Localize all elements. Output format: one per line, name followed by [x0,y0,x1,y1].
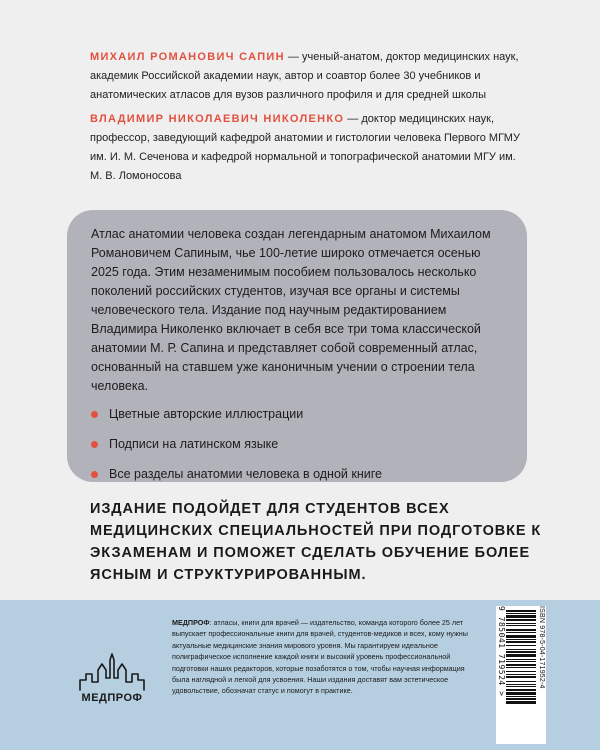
isbn: ISBN 978-5-04-171952-4 [538,606,545,689]
city-skyline-icon [72,650,152,692]
description-panel [67,210,527,482]
author-sapin [90,48,520,105]
feature-list [91,406,507,483]
feature-item: Подписи на латинском языке [91,436,507,453]
headline: ИЗДАНИЕ ПОДОЙДЕТ ДЛЯ СТУДЕНТОВ ВСЕХ МЕДИЦИНСКИХ СПЕЦИАЛЬНОСТЕЙ ПРИ ПОДГОТОВКЕ К ЭКЗАМЕНАМ И ПОМОЖЕТ СДЕЛАТЬ ОБУЧЕНИЕ БОЛЕЕ ЯСНЫМ И СТРУКТУРИРОВАННЫМ. [90,501,542,583]
author-bio: — доктор медицинских наук, профессор, заведующий кафедрой анатомии и гистологии человека Первого МГМУ им. И. М. Сеченова и кафедрой нормальной и топографической анатомии МГУ им. М. В. Ломоносова [90,113,520,182]
feature-item: Все разделы анатомии человека в одной книге [91,466,507,483]
publisher-logo [72,650,152,710]
barcode-bars-icon [506,610,536,730]
barcode-digits: 9 785041 719524 > [497,606,506,697]
feature-item: Цветные авторские иллюстрации [91,406,507,423]
publisher-about: : атласы, книги для врачей — издательство, команда которого более 25 лет выпускает профессиональные книги для врачей, студентов-медиков и всех, кому нужны актуальные медицинские знания мирового уровня. Мы гарантируем идеальное полиграфическое исполнение каждой книги и высокий уровень профессиональной подготовки наших редакторов, которые позаботятся о том, чтобы научная информация была наглядной и легкой для усвоения. Наши издания доставят вам эстетическое удовольствие, обозначат статус и помогут в практике. [172,618,468,696]
bullet-dot-icon [91,441,98,448]
bullet-dot-icon [91,471,98,478]
author-nikolenko [90,110,520,186]
author-bio: — ученый-анатом, доктор медицинских наук, академик Российской академии наук, автор и соавтор более 30 учебников и анатомических атласов для вузов различного профиля и для средней школы [90,51,519,101]
publisher-name: МЕДПРОФ [172,618,210,627]
publisher-description [172,617,482,697]
publisher-logo-text: МЕДПРОФ [81,692,143,704]
barcode [496,606,546,744]
author-name: МИХАИЛ РОМАНОВИЧ САПИН [90,51,285,63]
author-name: ВЛАДИМИР НИКОЛАЕВИЧ НИКОЛЕНКО [90,113,345,125]
bullet-dot-icon [91,411,98,418]
description-text: Атлас анатомии человека создан легендарным анатомом Михаилом Романовичем Сапиным, чье 100-летие широко отмечается осенью 2025 года. Этим незаменимым пособием пользовалось несколько поколений российских студентов, изучая все органы и системы человеческого тела. Издание под научным редактированием Владимира Николенко включает в себя все три тома классической анатомии М. Р. Сапина и представляет собой современный атлас, основанный на ставшем уже каноничным учении о строении тела человека. [91,227,491,393]
